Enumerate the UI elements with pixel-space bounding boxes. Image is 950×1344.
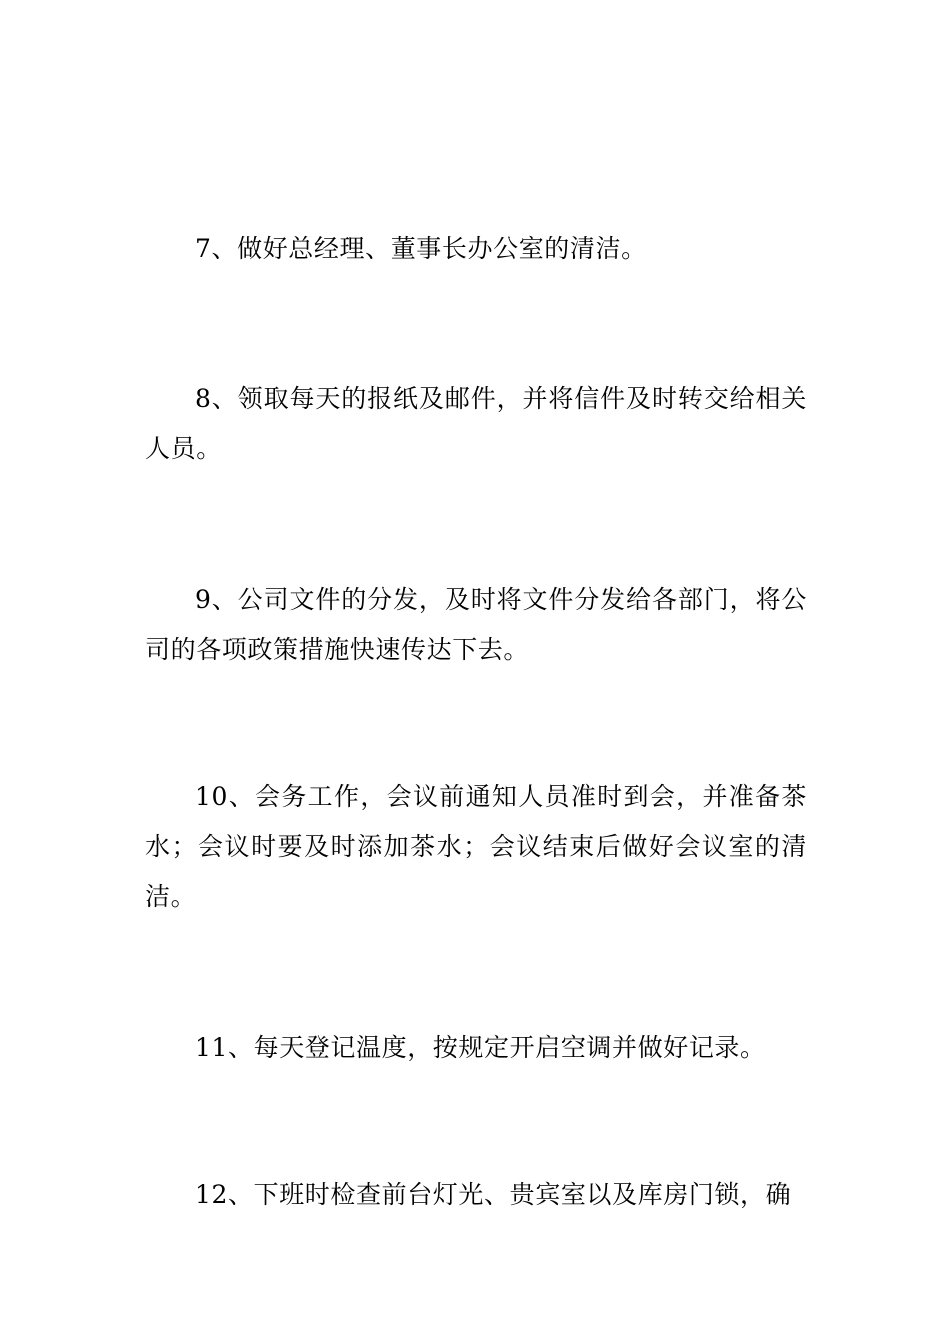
paragraph-item-12: 12、下班时检查前台灯光、贵宾室以及库房门锁，确 bbox=[195, 1180, 792, 1209]
paragraph-item-10: 10、会务工作，会议前通知人员准时到会，并准备茶水；会议时要及时添加茶水；会议结束后做好会议室的清洁。 bbox=[145, 782, 807, 911]
paragraph-item-8: 8、领取每天的报纸及邮件，并将信件及时转交给相关人员。 bbox=[145, 384, 807, 463]
paragraph-item-7: 7、做好总经理、董事长办公室的清洁。 bbox=[195, 234, 647, 263]
paragraph-item-9: 9、公司文件的分发，及时将文件分发给各部门，将公司的各项政策措施快速传达下去。 bbox=[145, 585, 807, 664]
paragraph-item-11: 11、每天登记温度，按规定开启空调并做好记录。 bbox=[195, 1033, 766, 1062]
